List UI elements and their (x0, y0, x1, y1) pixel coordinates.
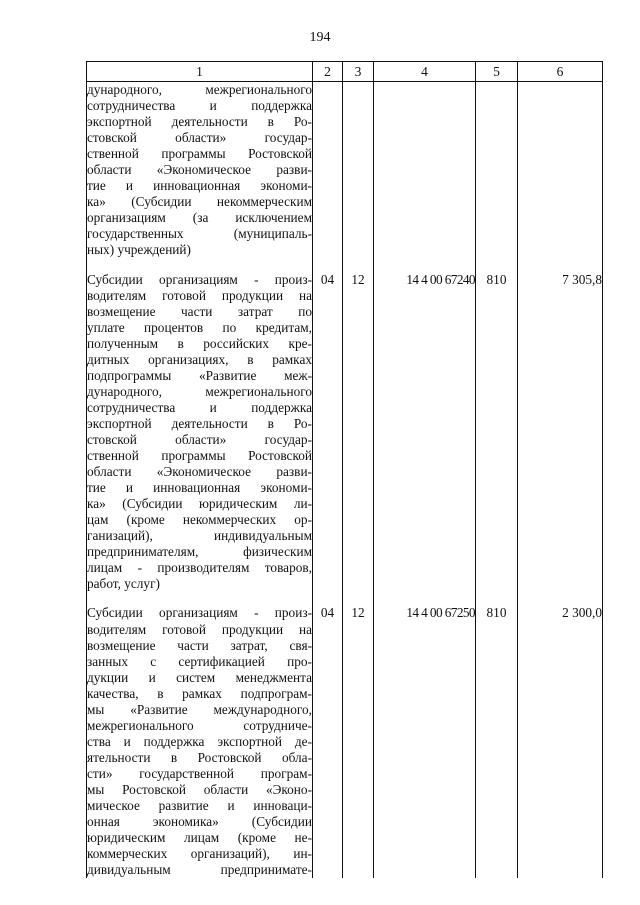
description-line: стовской области» государ- (87, 431, 312, 447)
description-line: государственных (муниципаль- (87, 226, 312, 242)
description-line: возмещение части затрат по (87, 303, 312, 319)
row-description (87, 259, 313, 593)
description-line: межрегионального сотрудниче- (87, 717, 312, 733)
table-row (87, 82, 603, 259)
cell-section (313, 82, 343, 259)
description-line: мы Ростовской области «Эконо- (87, 781, 312, 797)
header-col-3: 3 (343, 62, 374, 82)
table-body (87, 82, 603, 879)
description-line: ственной программы Ростовской (87, 448, 312, 464)
description-line: водителям готовой продукции на (87, 621, 312, 637)
description-line: ственной программы Ростовской (87, 146, 312, 162)
description-line: уплате процентов по кредитам, (87, 319, 312, 335)
description-line: тие и инновационная экономи- (87, 178, 312, 194)
description-line: стовской области» государ- (87, 130, 312, 146)
cell-subsection: 12 (343, 259, 374, 593)
description-line: предпринимателям, физическим (87, 544, 312, 560)
description-line: работ, услуг) (87, 576, 160, 592)
description-line: мическое развитие и инноваци- (87, 798, 312, 814)
description-line: лицам - производителям товаров, (87, 560, 312, 576)
cell-expense-type: 810 (476, 259, 518, 593)
budget-table (86, 61, 603, 878)
row-description (87, 592, 313, 878)
description-line: водителям готовой продукции на (87, 287, 312, 303)
cell-amount: 7 305,8 (518, 259, 603, 593)
description-line: ка» (Субсидии некоммерческим (87, 194, 312, 210)
description-line: сотрудничества и поддержка (87, 98, 312, 114)
description-line: полученным в российских кре- (87, 335, 312, 351)
cell-section: 04 (313, 259, 343, 593)
description-line: коммерческих организаций), ин- (87, 846, 312, 862)
description-line: экспортной деятельности в Ро- (87, 415, 312, 431)
cell-expense-type: 810 (476, 592, 518, 878)
description-line: области «Экономическое разви- (87, 162, 312, 178)
description-line: ных) учреждений) (87, 242, 191, 258)
description-line: организациям (за исключением (87, 210, 312, 226)
description-line: экспортной деятельности в Ро- (87, 114, 312, 130)
page-number: 194 (309, 30, 331, 45)
cell-amount: 2 300,0 (518, 592, 603, 878)
description-line: подпрограммы «Развитие меж- (87, 367, 312, 383)
description-line: возмещение части затрат, свя- (87, 637, 312, 653)
description-line: тие и инновационная экономи- (87, 480, 312, 496)
cell-amount (518, 82, 603, 259)
table-header-row (87, 62, 603, 82)
description-line: ства и поддержка экспортной де- (87, 733, 312, 749)
description-line: занных с сертификацией про- (87, 653, 312, 669)
description-line: Субсидии организациям - произ- (87, 605, 312, 621)
description-line: области «Экономическое разви- (87, 464, 312, 480)
cell-section: 04 (313, 592, 343, 878)
row-description (87, 82, 313, 259)
cell-target-article: 14 4 00 67240 (374, 259, 476, 593)
description-line: онная экономика» (Субсидии (87, 814, 312, 830)
table-row (87, 592, 603, 878)
table-row (87, 259, 603, 593)
description-line: ятельности в Ростовской обла- (87, 749, 312, 765)
header-col-5: 5 (476, 62, 518, 82)
description-line: Субсидии организациям - произ- (87, 271, 312, 287)
header-col-1: 1 (87, 62, 313, 82)
description-line: мы «Развитие международного, (87, 701, 312, 717)
description-line: ганизаций), индивидуальным (87, 528, 312, 544)
description-line: юридическим лицам (кроме не- (87, 830, 312, 846)
description-line: дукции и систем менеджмента (87, 669, 312, 685)
cell-subsection: 12 (343, 592, 374, 878)
description-line: цам (кроме некоммерческих ор- (87, 512, 312, 528)
header-col-6: 6 (518, 62, 603, 82)
cell-target-article: 14 4 00 67250 (374, 592, 476, 878)
description-line: сотрудничества и поддержка (87, 399, 312, 415)
description-line: дивидуальным предпринимате- (87, 862, 312, 878)
description-line: дународного, межрегионального (87, 82, 312, 97)
description-line: сти» государственной програм- (87, 765, 312, 781)
header-col-4: 4 (374, 62, 476, 82)
cell-target-article (374, 82, 476, 259)
cell-subsection (343, 82, 374, 259)
header-col-2: 2 (313, 62, 343, 82)
description-line: качества, в рамках подпрограм- (87, 685, 312, 701)
description-line: дитных организациях, в рамках (87, 351, 312, 367)
cell-expense-type (476, 82, 518, 259)
description-line: дународного, межрегионального (87, 383, 312, 399)
description-line: ка» (Субсидии юридическим ли- (87, 496, 312, 512)
